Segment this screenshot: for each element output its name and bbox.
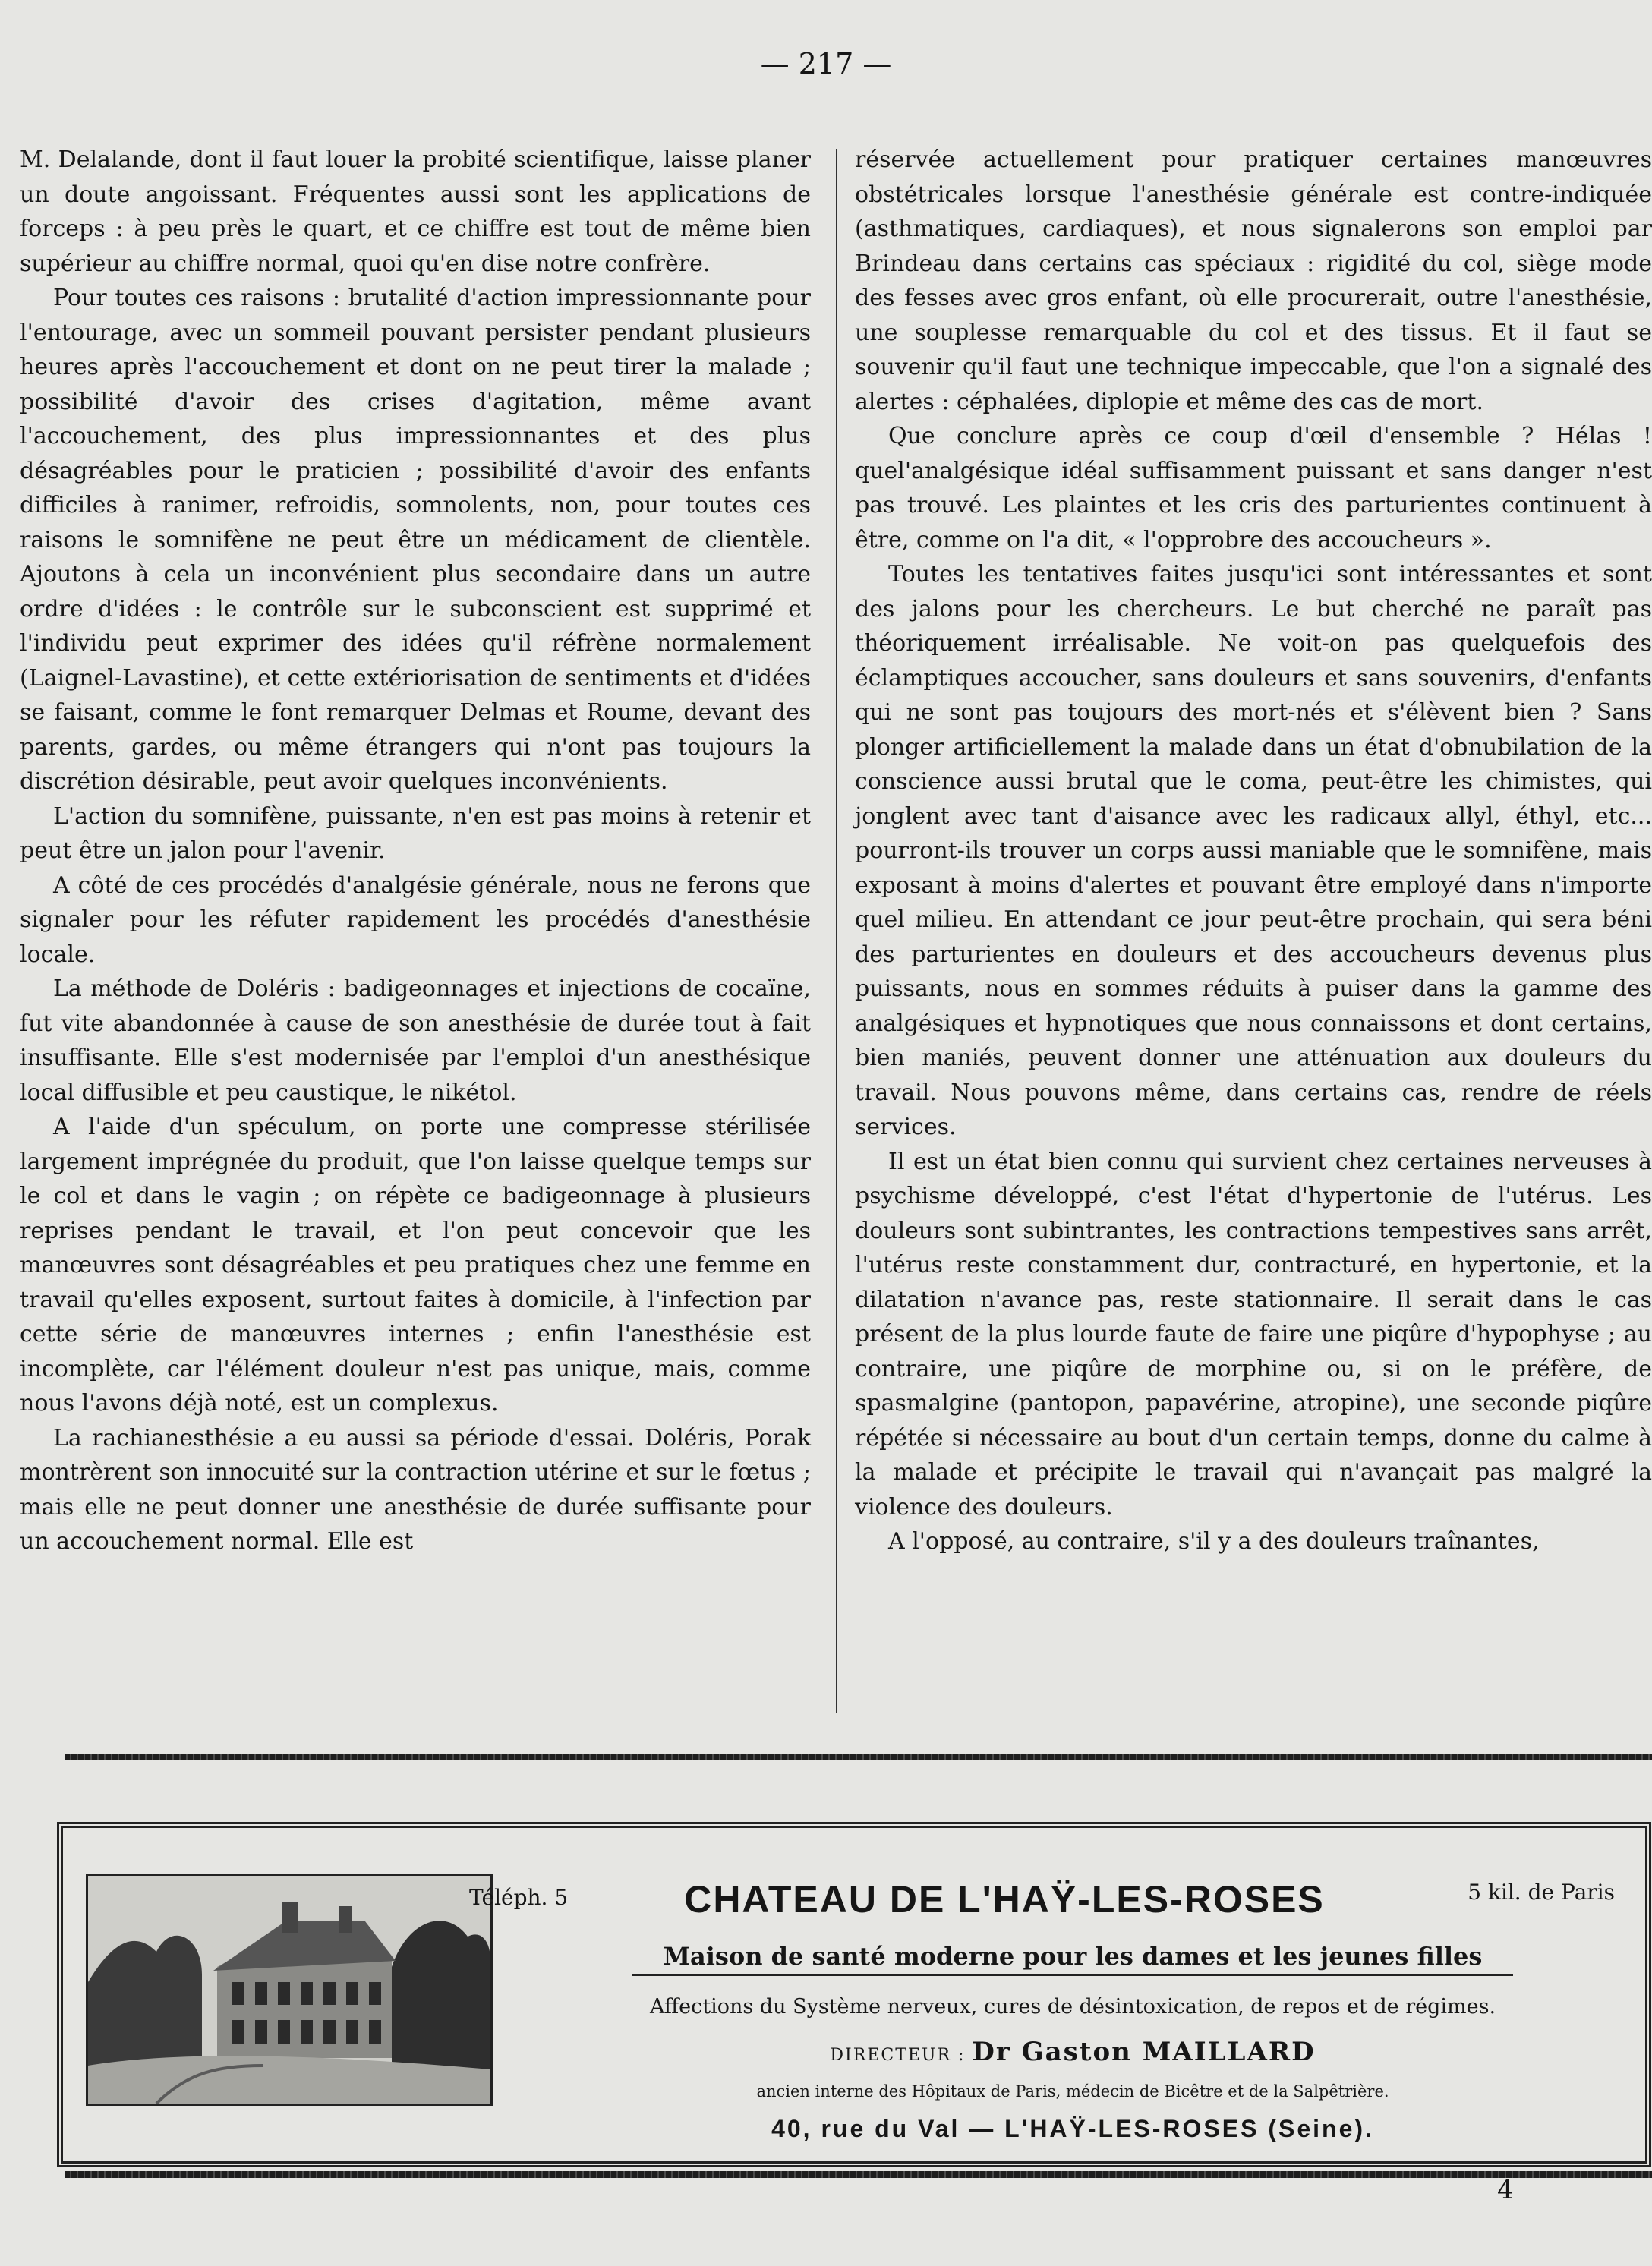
advertisement	[57, 1822, 1651, 2167]
decorative-rule	[65, 1754, 1652, 1760]
advert-credentials: ancien interne des Hôpitaux de Paris, médecin de Bicêtre et de la Salpêtrière.	[756, 2082, 1389, 2101]
advert-distance: 5 kil. de Paris	[1468, 1880, 1615, 1905]
advert-phone: Téléph. 5	[469, 1885, 569, 1910]
column-divider	[836, 149, 837, 1713]
paragraph: L'action du somnifène, puissante, n'en est pas moins à retenir et peut être un jalon pour l'avenir.	[20, 802, 811, 864]
director-role: DIRECTEUR :	[830, 2046, 966, 2065]
folio: 4	[1497, 2175, 1514, 2205]
paragraph: A l'opposé, au contraire, s'il y a des douleurs traînantes,	[888, 1528, 1540, 1555]
advert-address: 40, rue du Val — L'HAŸ-LES-ROSES (Seine).	[771, 2115, 1374, 2142]
advert-director	[488, 2037, 1652, 2067]
decorative-rule	[65, 2171, 1652, 2178]
column-right	[855, 143, 1652, 1559]
director-name: Dr Gaston MAILLARD	[972, 2037, 1316, 2067]
paragraph: A l'aide d'un spéculum, on porte une compresse stérilisée largement imprégnée du produit, que l'on laisse quelque temps sur le col et dans le vagin ; on répète ce badigeonnage à plusieurs reprises pendant le travail, et l'on peut concevoir que les manœuvres sont désagréables et peu pratiques chez une femme en travail qu'elles exposent, surtout faites à domicile, à l'infection par cette série de manœuvres internes ; enfin l'anesthésie est incomplète, car l'élément douleur n'est pas unique, mais, comme nous l'avons déjà noté, est un complexus.	[20, 1114, 811, 1417]
column-left	[20, 143, 811, 1559]
advert-affections: Affections du Système nerveux, cures de désintoxication, de repos et de régimes.	[649, 1995, 1496, 2019]
advert-subtitle: Maison de santé moderne pour les dames et les jeunes filles	[632, 1942, 1513, 1976]
article-body	[20, 143, 1652, 1722]
paragraph: Toutes les tentatives faites jusqu'ici sont intéressantes et sont des jalons pour les chercheurs. Le but cherché ne paraît pas théoriquement irréalisable. Ne voit-on pas quelquefois des éclamptiques accoucher, sans douleurs et sans souvenirs, d'enfants qui ne sont pas toujours des mort-nés et s'élèvent bien ? Sans plonger artificiellement la malade dans un état d'obnubilation de la conscience aussi brutal que le coma, peut-être les chimistes, qui jonglent avec tant d'aisance avec les radicaux allyl, éthyl, etc... pourront-ils trouver un corps aussi maniable que le somnifène, mais exposant à moins d'alertes et pouvant être employé dans n'importe quel milieu. En attendant ce jour peut-être prochain, qui sera béni des parturientes en douleurs et des accoucheurs devenus plus puissants, nous en sommes réduits à puiser dans la gamme des analgésiques et hypnotiques que nous connaissons et dont certains, bien maniés, peuvent donner une atténuation aux douleurs du travail. Nous pouvons même, dans certains cas, rendre de réels services.	[855, 561, 1652, 1140]
advert-title: CHATEAU DE L'HAŸ-LES-ROSES	[684, 1878, 1325, 1921]
paragraph: La rachianesthésie a eu aussi sa période d'essai. Doléris, Porak montrèrent son innocuité sur la contraction utérine et sur le fœtus ; mais elle ne peut donner une anesthésie de durée suffisante pour un accouchement normal. Elle est	[20, 1424, 811, 1555]
paragraph: A côté de ces procédés d'analgésie générale, nous ne ferons que signaler pour les réfuter rapidement les procédés d'anesthésie locale.	[20, 871, 811, 968]
paragraph: La méthode de Doléris : badigeonnages et injections de cocaïne, fut vite abandonnée à cause de son anesthésie de durée tout à fait insuffisante. Elle s'est modernisée par l'emploi d'un anesthésique local diffusible et peu caustique, le nikétol.	[20, 975, 811, 1106]
page-number: — 217 —	[760, 47, 892, 80]
paragraph: M. Delalande, dont il faut louer la probité scientifique, laisse planer un doute angoissant. Fréquentes aussi sont les applications de forceps : à peu près le quart, et ce chiffre est tout de même bien supérieur au chiffre normal, quoi qu'en dise notre confrère.	[20, 147, 811, 277]
paragraph: réservée actuellement pour pratiquer certaines manœuvres obstétricales lorsque l'anesthésie générale est contre-indiquée (asthmatiques, cardiaques), et nous signalerons son emploi par Brindeau dans certains cas spéciaux : rigidité du col, siège mode des fesses avec gros enfant, où elle procurerait, outre l'anesthésie, une souplesse remarquable du col et des tissus. Et il faut se souvenir qu'il faut une technique impeccable, que l'on a signalé des alertes : céphalées, diplopie et même des cas de mort.	[855, 147, 1652, 415]
paragraph: Pour toutes ces raisons : brutalité d'action impressionnante pour l'entourage, avec un sommeil pouvant persister pendant plusieurs heures après l'accouchement et dont on ne peut tirer la malade ; possibilité d'avoir des crises d'agitation, même avant l'accouchement, des plus impressionnantes et des plus désagréables pour le praticien ; possibilité d'avoir des enfants difficiles à ranimer, refroidis, somnolents, non, pour toutes ces raisons le somnifène ne peut être un médicament de clientèle. Ajoutons à cela un inconvénient plus secondaire dans un autre ordre d'idées : le contrôle sur le subconscient est supprimé et l'individu peut exprimer des idées qu'il réfrène normalement (Laignel-Lavastine), et cette extériorisation de sentiments et d'idées se faisant, comme le font remarquer Delmas et Roume, devant des parents, gardes, ou même étrangers qui n'ont pas toujours la discrétion désirable, peut avoir quelques inconvénients.	[20, 285, 811, 795]
paragraph: Il est un état bien connu qui survient chez certaines nerveuses à psychisme développé, c'est l'état d'hypertonie de l'utérus. Les douleurs sont subintrantes, les contractions tempestives sans arrêt, l'utérus reste constamment dur, contracturé, en hypertonie, et la dilatation n'avance pas, reste stationnaire. Il serait dans le cas présent de la plus lourde faute de faire une piqûre d'hypophyse ; au contraire, une piqûre de morphine ou, si on le préfère, de spasmalgine (pantopon, papavérine, atropine), une seconde piqûre répétée si nécessaire au bout d'un certain temps, donne du calme à la malade et précipite le travail qui n'avançait pas malgré la violence des douleurs.	[855, 1148, 1652, 1521]
paragraph: Que conclure après ce coup d'œil d'ensemble ? Hélas ! quel'analgésique idéal suffisamment puissant et sans danger n'est pas trouvé. Les plaintes et les cris des parturientes continuent à être, comme on l'a dit, « l'opprobre des accoucheurs ».	[855, 423, 1652, 553]
